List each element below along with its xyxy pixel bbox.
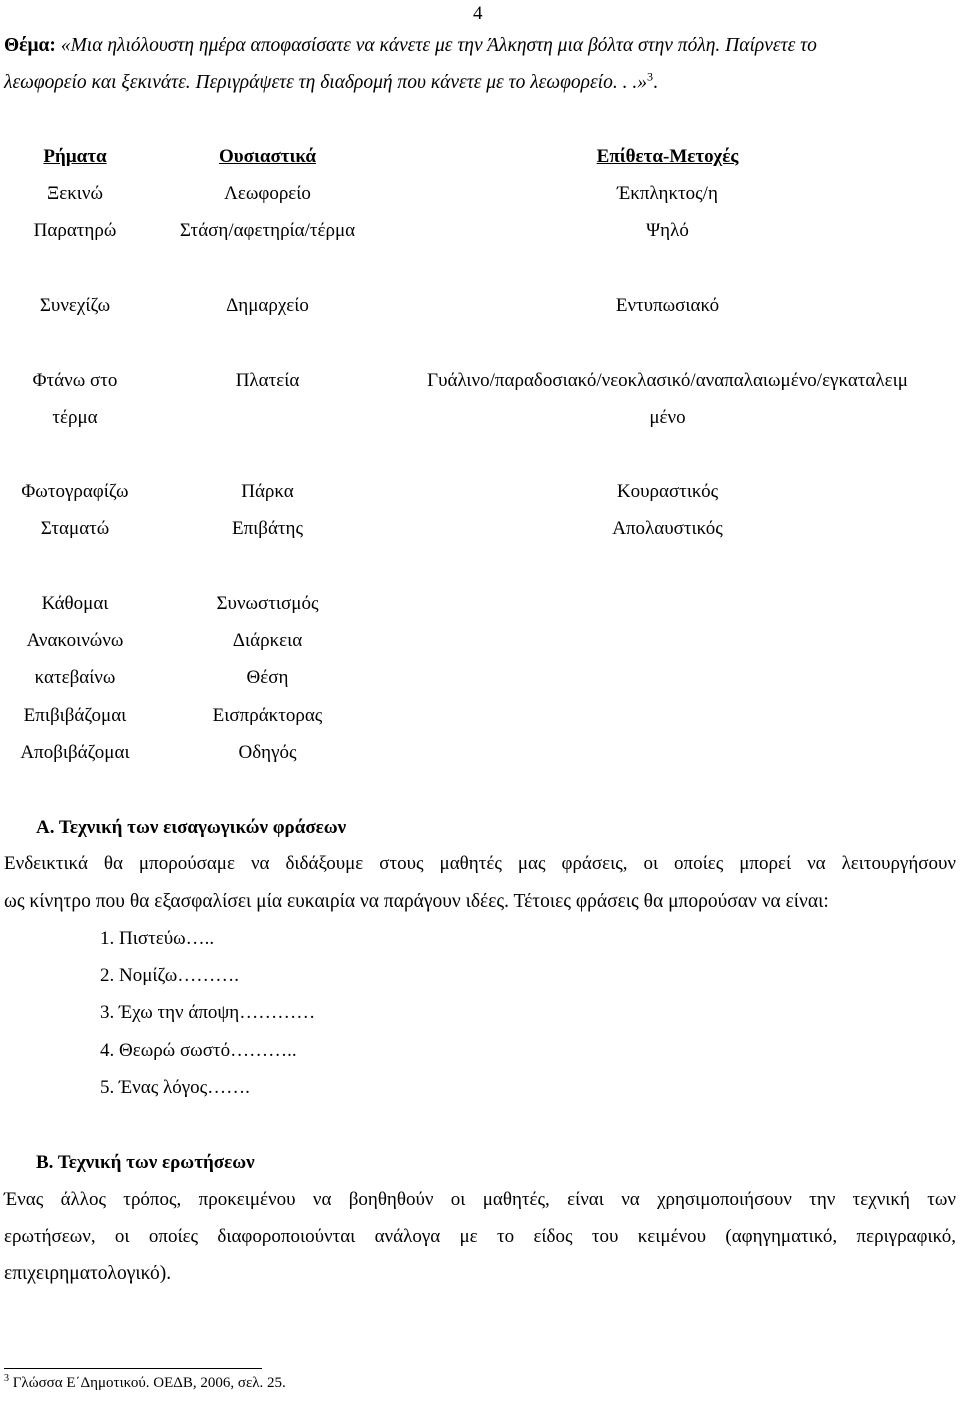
cell-verb: Κάθομαι xyxy=(41,593,109,614)
cell-adjective: Εντυπωσιακό xyxy=(615,295,720,316)
cell-verb: κατεβαίνω xyxy=(34,667,116,688)
section-a-paragraph-line-2: ως κίνητρο που θα εξασφαλίσει μία ευκαιρία να παράγουν ιδέες. Τέτοιες φράσεις θα μπορούσαν να είναι: xyxy=(4,891,829,912)
cell-adjective: μένο xyxy=(649,407,686,428)
list-item: 5. Ένας λόγος……. xyxy=(100,1077,250,1098)
cell-verb: Παρατηρώ xyxy=(33,220,117,241)
intro-line-1 xyxy=(4,36,817,56)
cell-verb: Ξεκινώ xyxy=(47,183,103,204)
page-number: 4 xyxy=(473,3,483,24)
cell-noun: Συνωστισμός xyxy=(216,593,319,614)
section-a-paragraph-line-1: Ενδεικτικά θα μπορούσαμε να διδάξουμε στους μαθητές μας φράσεις, οι οποίες μπορεί να λειτουργήσουν xyxy=(4,853,956,874)
footnote-number: 3 xyxy=(4,1373,9,1384)
section-b-paragraph-line-1: Ένας άλλος τρόπος, προκειμένου να βοηθηθούν οι μαθητές, είναι να χρησιμοποιήσουν την τεχνική των xyxy=(4,1189,956,1210)
header-adjectives: Επίθετα-Μετοχές xyxy=(596,146,739,167)
section-b-title: Β. Τεχνική των ερωτήσεων xyxy=(36,1152,255,1173)
intro-text-1: «Μια ηλιόλουστη ημέρα αποφασίσατε να κάνετε με την Άλκηστη μια βόλτα στην πόλη. Παίρνετε το xyxy=(55,35,817,56)
cell-adjective: Ψηλό xyxy=(646,220,689,241)
intro-line-2 xyxy=(4,69,658,93)
cell-noun: Επιβάτης xyxy=(231,518,304,539)
cell-noun: Δημαρχείο xyxy=(226,295,309,316)
cell-noun: Θέση xyxy=(246,667,289,688)
cell-adjective: Έκπληκτος/η xyxy=(617,183,718,204)
footnote-divider xyxy=(4,1368,262,1369)
cell-verb: Φωτογραφίζω xyxy=(21,481,129,502)
footnote-ref: 3 xyxy=(646,69,653,84)
cell-verb: Συνεχίζω xyxy=(39,295,111,316)
cell-verb: Φτάνω στο xyxy=(32,370,118,391)
cell-noun: Διάρκεια xyxy=(232,630,303,651)
section-b-paragraph-line-3: επιχειρηματολογικό). xyxy=(4,1263,172,1284)
intro-label: Θέμα: xyxy=(4,35,56,56)
section-b-paragraph-line-2: ερωτήσεων, οι οποίες διαφοροποιούνται ανάλογα με το είδος του κειμένου (αφηγηματικό, περιγραφικό, xyxy=(4,1226,956,1247)
cell-noun: Πάρκα xyxy=(241,481,294,502)
cell-noun: Λεωφορείο xyxy=(224,183,311,204)
header-verbs: Ρήματα xyxy=(43,146,107,167)
cell-verb: Ανακοινώνω xyxy=(26,630,124,651)
list-item: 2. Νομίζω………. xyxy=(100,965,239,986)
footnote-text: Γλώσσα Ε΄Δημοτικού. ΟΕΔΒ, 2006, σελ. 25. xyxy=(9,1375,286,1391)
intro-end: . xyxy=(652,72,658,93)
cell-adjective: Απολαυστικός xyxy=(612,518,723,539)
cell-verb: Σταματώ xyxy=(40,518,110,539)
list-item: 3. Έχω την άποψη………… xyxy=(100,1002,316,1023)
footnote xyxy=(4,1373,286,1391)
cell-verb: Αποβιβάζομαι xyxy=(20,742,130,763)
cell-adjective: Κουραστικός xyxy=(616,481,719,502)
list-item: 4. Θεωρώ σωστό……….. xyxy=(100,1040,297,1061)
cell-noun: Πλατεία xyxy=(235,370,300,391)
cell-noun: Οδηγός xyxy=(238,742,297,763)
cell-noun: Εισπράκτορας xyxy=(212,705,323,726)
cell-adjective: Γυάλινο/παραδοσιακό/νεοκλασικό/αναπαλαιωμένο/εγκαταλειμ xyxy=(427,370,908,391)
cell-verb: τέρμα xyxy=(52,407,98,428)
section-a-title: Α. Τεχνική των εισαγωγικών φράσεων xyxy=(36,817,347,838)
cell-verb: Επιβιβάζομαι xyxy=(23,705,127,726)
cell-noun: Στάση/αφετηρία/τέρμα xyxy=(179,220,356,241)
intro-text-2: λεωφορείο και ξεκινάτε. Περιγράψετε τη διαδρομή που κάνετε με το λεωφορείο. . .» xyxy=(4,72,647,93)
list-item: 1. Πιστεύω….. xyxy=(100,928,215,949)
header-nouns: Ουσιαστικά xyxy=(218,146,317,167)
